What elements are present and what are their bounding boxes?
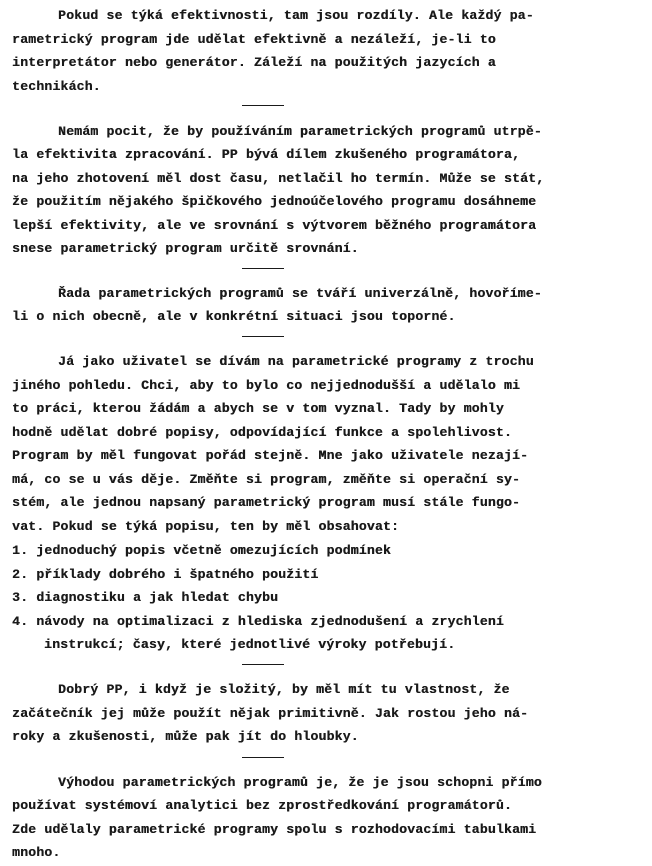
section-separator [242, 105, 284, 106]
list-item-4: 4. návody na optimalizaci z hlediska zjednodušení a zrychlení [12, 614, 504, 629]
paragraph-1-line-3: interpretátor nebo generátor. Záleží na použitých jazycích a [12, 55, 496, 70]
paragraph-2-line-2: la efektivita zpracování. PP bývá dílem zkušeného programátora, [12, 147, 521, 162]
paragraph-2-line-4: že použitím nějakého špičkového jednoúčelového programu dosáhneme [12, 194, 537, 209]
paragraph-1-line-1: Pokud se týká efektivnosti, tam jsou rozdíly. Ale každý pa- [58, 8, 534, 23]
paragraph-2-line-3: na jeho zhotovení měl dost času, netlačil ho termín. Může se stát, [12, 171, 545, 186]
list-item-4-continuation: instrukcí; časy, které jednotlivé výroky potřebují. [44, 637, 456, 652]
list-item-3: 3. diagnostiku a jak hledat chybu [12, 590, 279, 605]
paragraph-1-line-4: technikách. [12, 79, 101, 94]
paragraph-6-line-3: Zde udělaly parametrické programy spolu s rozhodovacími tabulkami [12, 822, 537, 837]
paragraph-5-line-1: Dobrý PP, i když je složitý, by měl mít tu vlastnost, že [58, 682, 510, 697]
paragraph-4-line-8: vat. Pokud se týká popisu, ten by měl obsahovat: [12, 519, 400, 534]
paragraph-2-line-5: lepší efektivity, ale ve srovnání s výtvorem běžného programátora [12, 218, 537, 233]
paragraph-4-line-5: Program by měl fungovat pořád stejně. Mne jako uživatele nezají- [12, 448, 529, 463]
list-item-2: 2. příklady dobrého i špatného použití [12, 567, 319, 582]
paragraph-6-line-4: mnoho. [12, 845, 61, 860]
paragraph-3-line-2: li o nich obecně, ale v konkrétní situaci jsou toporné. [12, 309, 456, 324]
paragraph-3-line-1: Řada parametrických programů se tváří univerzálně, hovoříme- [58, 286, 542, 301]
paragraph-2-line-1: Nemám pocit, že by používáním parametrických programů utrpě- [58, 124, 542, 139]
paragraph-5-line-3: roky a zkušenosti, může pak jít do hloubky. [12, 729, 359, 744]
paragraph-4-line-1: Já jako uživatel se dívám na parametrické programy z trochu [58, 354, 534, 369]
section-separator [242, 664, 284, 665]
paragraph-2-line-6: snese parametrický program určitě srovnání. [12, 241, 359, 256]
section-separator [242, 268, 284, 269]
paragraph-6-line-1: Výhodou parametrických programů je, že je jsou schopni přímo [58, 775, 542, 790]
paragraph-4-line-2: jiného pohledu. Chci, aby to bylo co nejjednodušší a udělalo mi [12, 378, 521, 393]
section-separator [242, 757, 284, 758]
paragraph-6-line-2: používat systémoví analytici bez zprostředkování programátorů. [12, 798, 512, 813]
paragraph-4-line-3: to práci, kterou žádám a abych se v tom vyznal. Tady by mohly [12, 401, 504, 416]
paragraph-5-line-2: začátečník jej může použít nějak primitivně. Jak rostou jeho ná- [12, 706, 529, 721]
paragraph-4-line-4: hodně udělat dobré popisy, odpovídající funkce a spolehlivost. [12, 425, 512, 440]
paragraph-1-line-2: rametrický program jde udělat efektivně a nezáleží, je-li to [12, 32, 496, 47]
paragraph-4-line-7: stém, ale jednou napsaný parametrický program musí stále fungo- [12, 495, 521, 510]
paragraph-4-line-6: má, co se u vás děje. Změňte si program, změňte si operační sy- [12, 472, 521, 487]
section-separator [242, 336, 284, 337]
list-item-1: 1. jednoduchý popis včetně omezujících podmínek [12, 543, 391, 558]
